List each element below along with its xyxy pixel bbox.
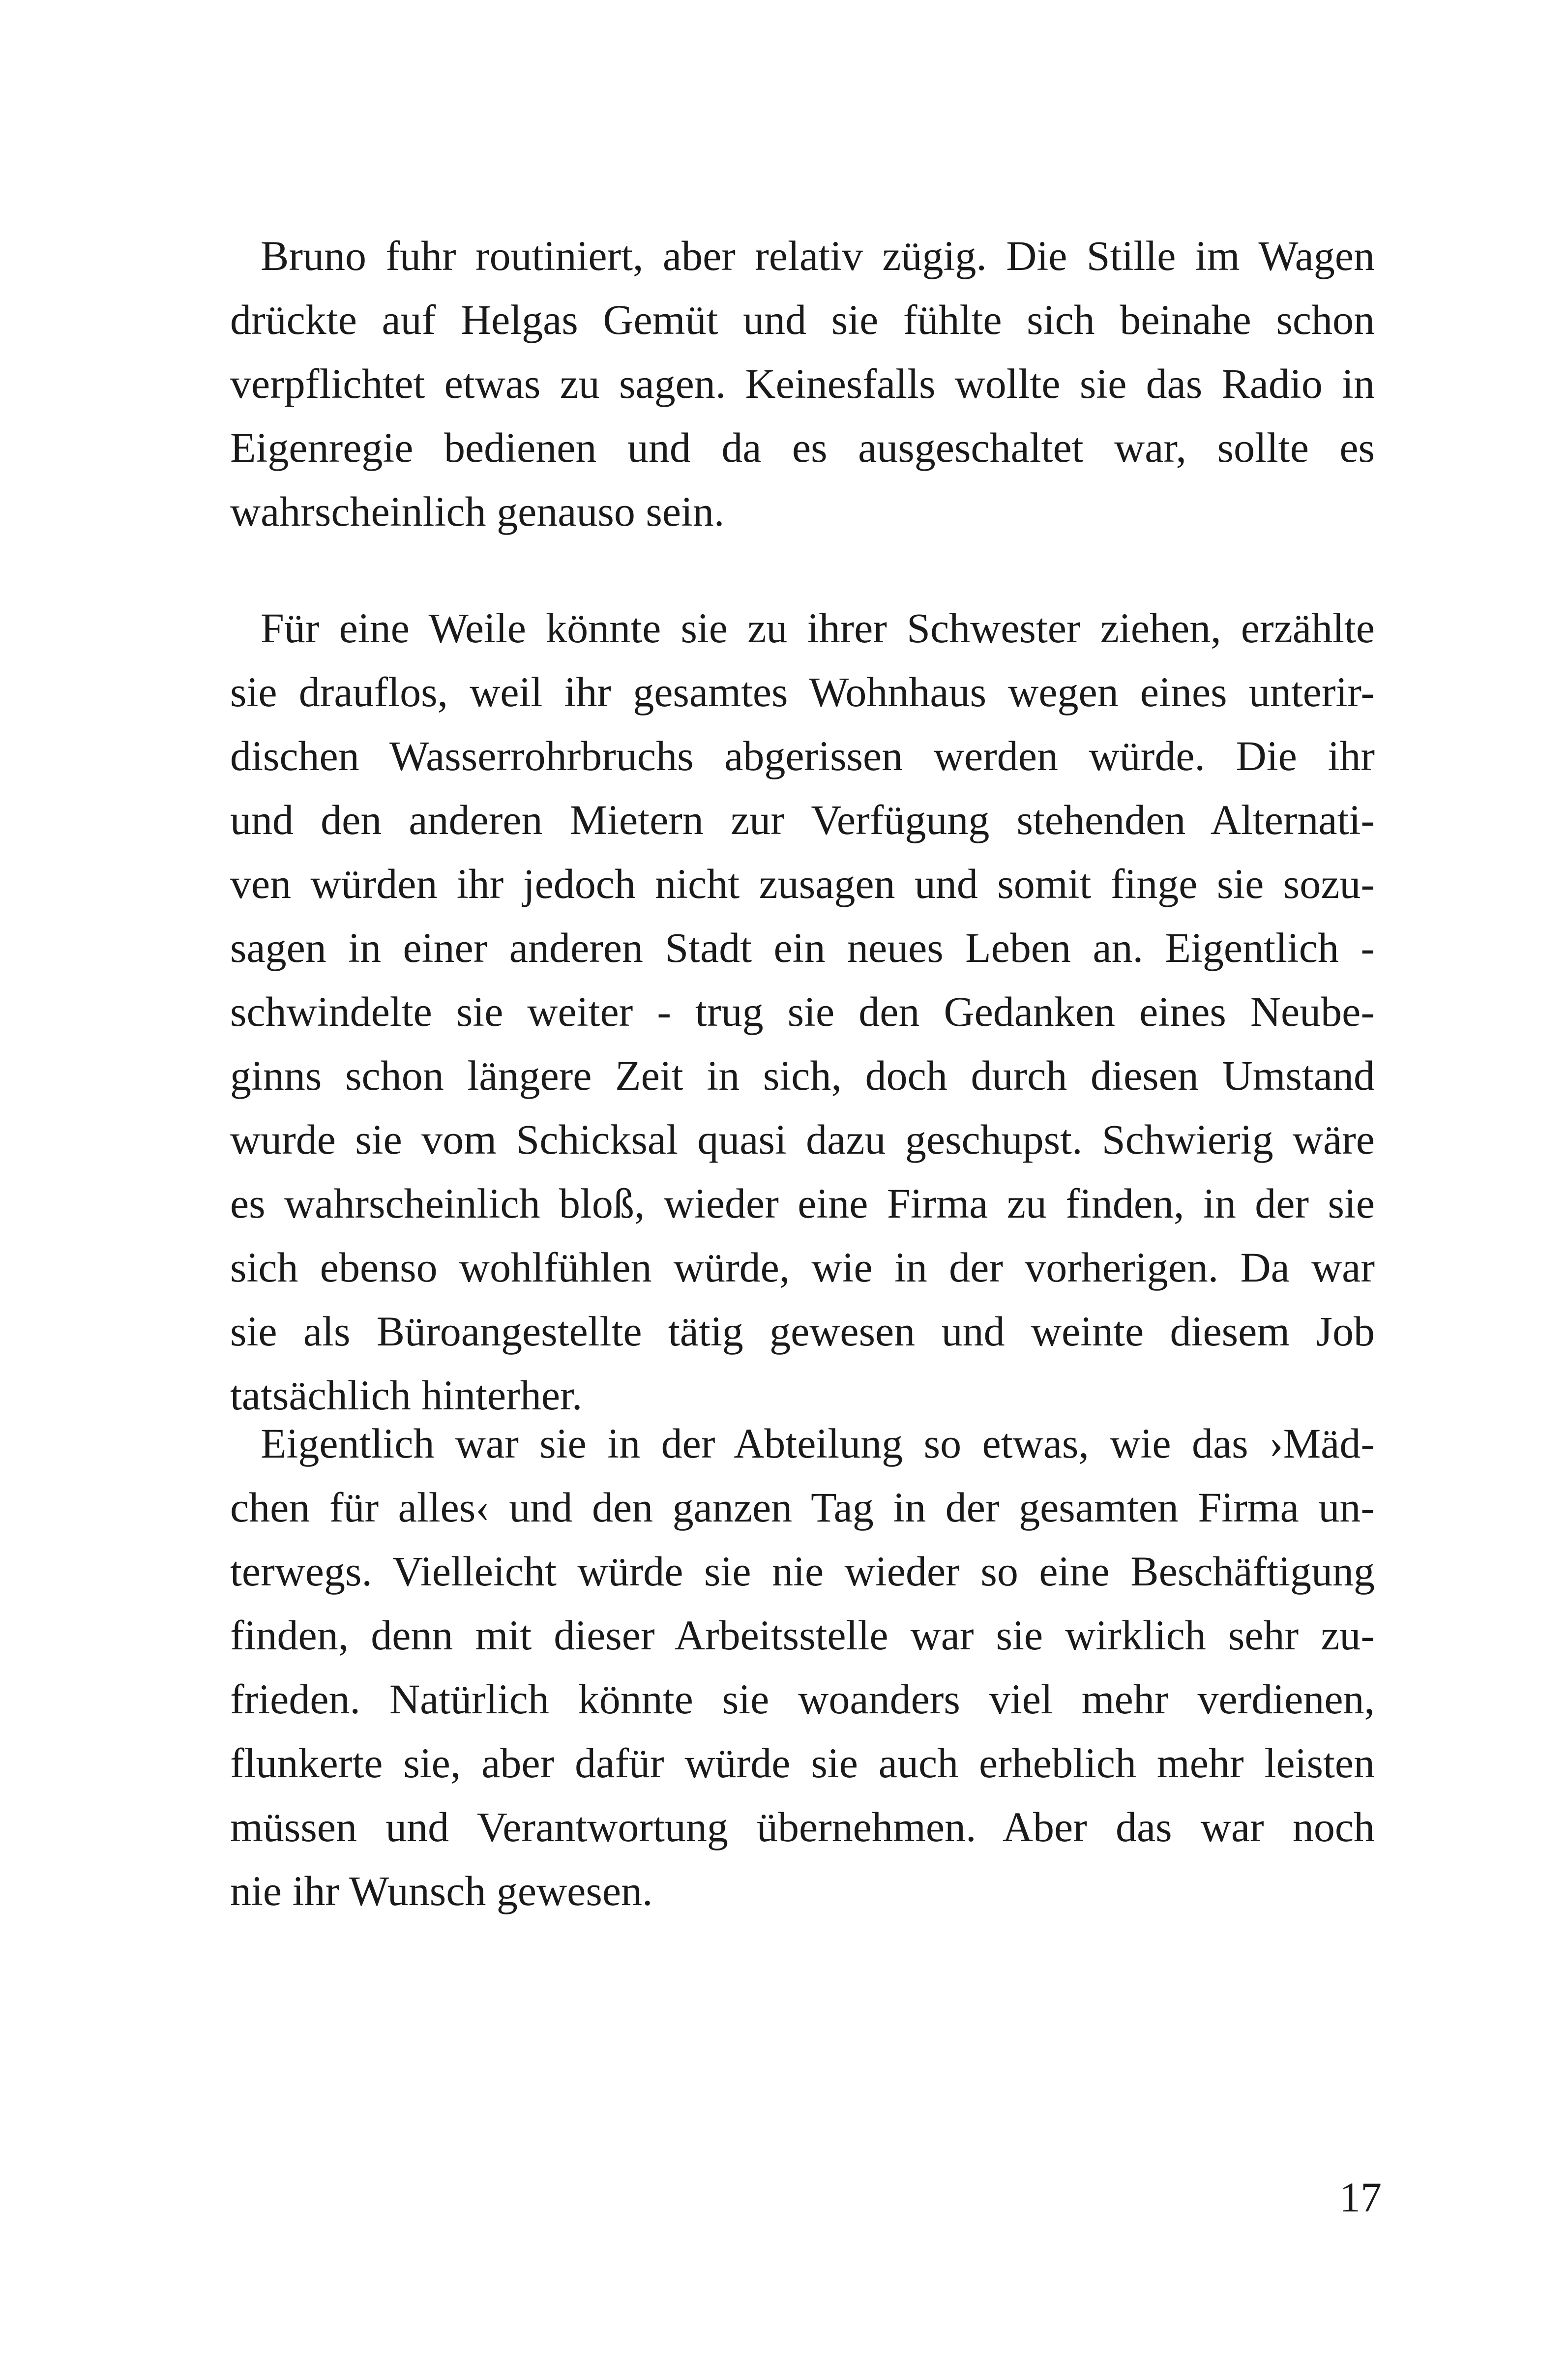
paragraph-line: müssen und Verantwortung übernehmen. Aber das war noch [230,1803,1375,1851]
paragraph-2 [230,596,1375,1427]
paragraph-line: Bruno fuhr routiniert, aber relativ zügig. Die Stille im Wagen [261,232,1375,279]
paragraph-line: verpflichtet etwas zu sagen. Keinesfalls wollte sie das Radio in [230,360,1375,407]
paragraph-line: ginns schon längere Zeit in sich, doch durch diesen Umstand [230,1052,1375,1099]
paragraph-line: Eigentlich war sie in der Abteilung so etwas, wie das ›Mäd- [261,1420,1375,1467]
paragraph-line: flunkerte sie, aber dafür würde sie auch erheblich mehr leisten [230,1739,1375,1787]
paragraph-line: tatsächlich hinterher. [230,1372,583,1419]
paragraph-line: nie ihr Wunsch gewesen. [230,1867,653,1914]
paragraph-line: schwindelte sie weiter - trug sie den Gedanken eines Neube- [230,988,1375,1035]
paragraph-line: Für eine Weile könnte sie zu ihrer Schwester ziehen, erzählte [261,604,1375,652]
paragraph-line: frieden. Natürlich könnte sie woanders viel mehr verdienen, [230,1675,1375,1723]
paragraph-line: drückte auf Helgas Gemüt und sie fühlte sich beinahe schon [230,296,1375,343]
paragraph-line: wurde sie vom Schicksal quasi dazu geschupst. Schwierig wäre [230,1116,1375,1163]
paragraph-1 [230,224,1375,543]
paragraph-line: wahrscheinlich genauso sein. [230,488,725,535]
paragraph-3 [230,1411,1375,1923]
paragraph-line: dischen Wasserrohrbruchs abgerissen werden würde. Die ihr [230,732,1375,779]
paragraph-line: ven würden ihr jedoch nicht zusagen und somit finge sie sozu- [230,860,1375,907]
paragraph-line: terwegs. Vielleicht würde sie nie wieder so eine Beschäftigung [230,1548,1375,1595]
paragraph-line: sie drauflos, weil ihr gesamtes Wohnhaus wegen eines unterir- [230,668,1375,716]
paragraph-line: sagen in einer anderen Stadt ein neues Leben an. Eigentlich - [230,924,1375,971]
paragraph-line: chen für alles‹ und den ganzen Tag in der gesamten Firma un- [230,1484,1375,1531]
paragraph-line: es wahrscheinlich bloß, wieder eine Firma zu finden, in der sie [230,1180,1375,1227]
page-number: 17 [1339,2174,1382,2221]
paragraph-line: Eigenregie bedienen und da es ausgeschaltet war, sollte es [230,424,1375,471]
paragraph-line: sie als Büroangestellte tätig gewesen und weinte diesem Job [230,1308,1375,1355]
paragraph-line: und den anderen Mietern zur Verfügung stehenden Alternati- [230,796,1375,843]
paragraph-line: sich ebenso wohlfühlen würde, wie in der vorherigen. Da war [230,1244,1375,1291]
paragraph-line: finden, denn mit dieser Arbeitsstelle war sie wirklich sehr zu- [230,1612,1375,1659]
